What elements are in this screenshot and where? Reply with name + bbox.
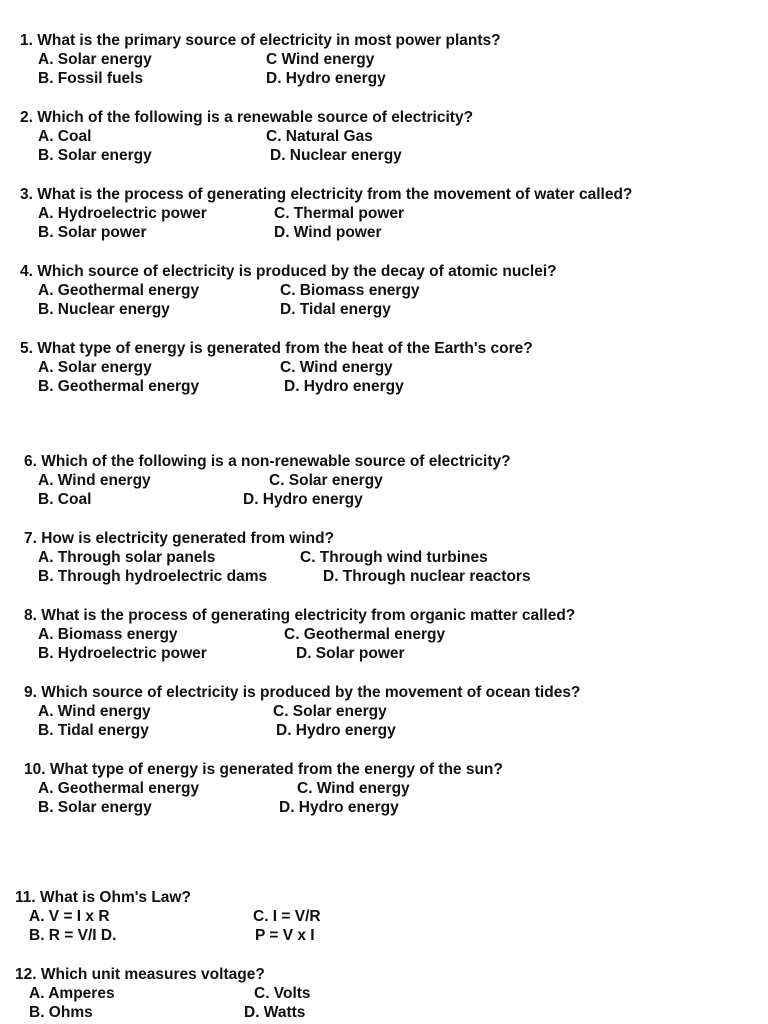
question-text: 11. What is Ohm's Law? [15, 889, 191, 906]
question-text: 12. Which unit measures voltage? [15, 966, 265, 983]
option-d: D. Hydro energy [279, 799, 399, 816]
option-c: C. Geothermal energy [284, 626, 446, 643]
option-a: A. Biomass energy [38, 626, 178, 643]
option-a: A. Coal [38, 128, 92, 145]
option-a: A. Wind energy [38, 703, 151, 720]
question-text: 4. Which source of electricity is produced by the decay of atomic nuclei? [20, 263, 557, 280]
question-text: 1. What is the primary source of electricity in most power plants? [20, 32, 501, 49]
option-d: D. Watts [244, 1004, 306, 1021]
option-b: B. Through hydroelectric dams [38, 568, 268, 585]
option-a: A. Solar energy [38, 51, 152, 68]
option-a: A. Wind energy [38, 472, 151, 489]
option-b: B. Solar power [38, 224, 147, 241]
option-a: A. V = I x R [29, 908, 110, 925]
option-a: A. Solar energy [38, 359, 152, 376]
option-b: B. Nuclear energy [38, 301, 170, 318]
question-text: 3. What is the process of generating electricity from the movement of water called? [20, 186, 633, 203]
option-b: B. Ohms [29, 1004, 93, 1021]
option-b: B. Hydroelectric power [38, 645, 207, 662]
question-text: 8. What is the process of generating electricity from organic matter called? [24, 607, 576, 624]
question-text: 10. What type of energy is generated from the energy of the sun? [24, 761, 503, 778]
option-b: B. Coal [38, 491, 92, 508]
option-d: D. Tidal energy [280, 301, 391, 318]
option-a: A. Through solar panels [38, 549, 216, 566]
option-c: C. Wind energy [297, 780, 410, 797]
option-c: C. Wind energy [280, 359, 393, 376]
option-d: D. Wind power [274, 224, 382, 241]
option-c: C. Biomass energy [280, 282, 420, 299]
option-d: D. Hydro energy [243, 491, 363, 508]
option-d: D. Hydro energy [276, 722, 396, 739]
option-c: C. Through wind turbines [300, 549, 488, 566]
option-a: A. Amperes [29, 985, 115, 1002]
option-a: A. Hydroelectric power [38, 205, 207, 222]
option-d: D. Hydro energy [284, 378, 404, 395]
option-b: B. Fossil fuels [38, 70, 144, 87]
option-c: C. Thermal power [274, 205, 405, 222]
question-text: 5. What type of energy is generated from the heat of the Earth's core? [20, 340, 533, 357]
option-c: C. Volts [254, 985, 311, 1002]
option-c: C. Natural Gas [266, 128, 373, 145]
option-b: B. Solar energy [38, 147, 152, 164]
option-d: P = V x I [255, 927, 315, 944]
option-d: D. Hydro energy [266, 70, 386, 87]
option-c: C. I = V/R [253, 908, 321, 925]
option-b: B. R = V/I D. [29, 927, 117, 944]
option-c: C Wind energy [266, 51, 375, 68]
option-a: A. Geothermal energy [38, 282, 200, 299]
option-c: C. Solar energy [273, 703, 387, 720]
option-b: B. Solar energy [38, 799, 152, 816]
option-d: D. Solar power [296, 645, 405, 662]
question-text: 6. Which of the following is a non-renewable source of electricity? [24, 453, 511, 470]
option-c: C. Solar energy [269, 472, 383, 489]
question-text: 2. Which of the following is a renewable source of electricity? [20, 109, 474, 126]
option-b: B. Tidal energy [38, 722, 149, 739]
option-d: D. Nuclear energy [270, 147, 402, 164]
option-b: B. Geothermal energy [38, 378, 200, 395]
option-d: D. Through nuclear reactors [323, 568, 531, 585]
question-text: 9. Which source of electricity is produced by the movement of ocean tides? [24, 684, 581, 701]
question-text: 7. How is electricity generated from wind? [24, 530, 335, 547]
option-a: A. Geothermal energy [38, 780, 200, 797]
